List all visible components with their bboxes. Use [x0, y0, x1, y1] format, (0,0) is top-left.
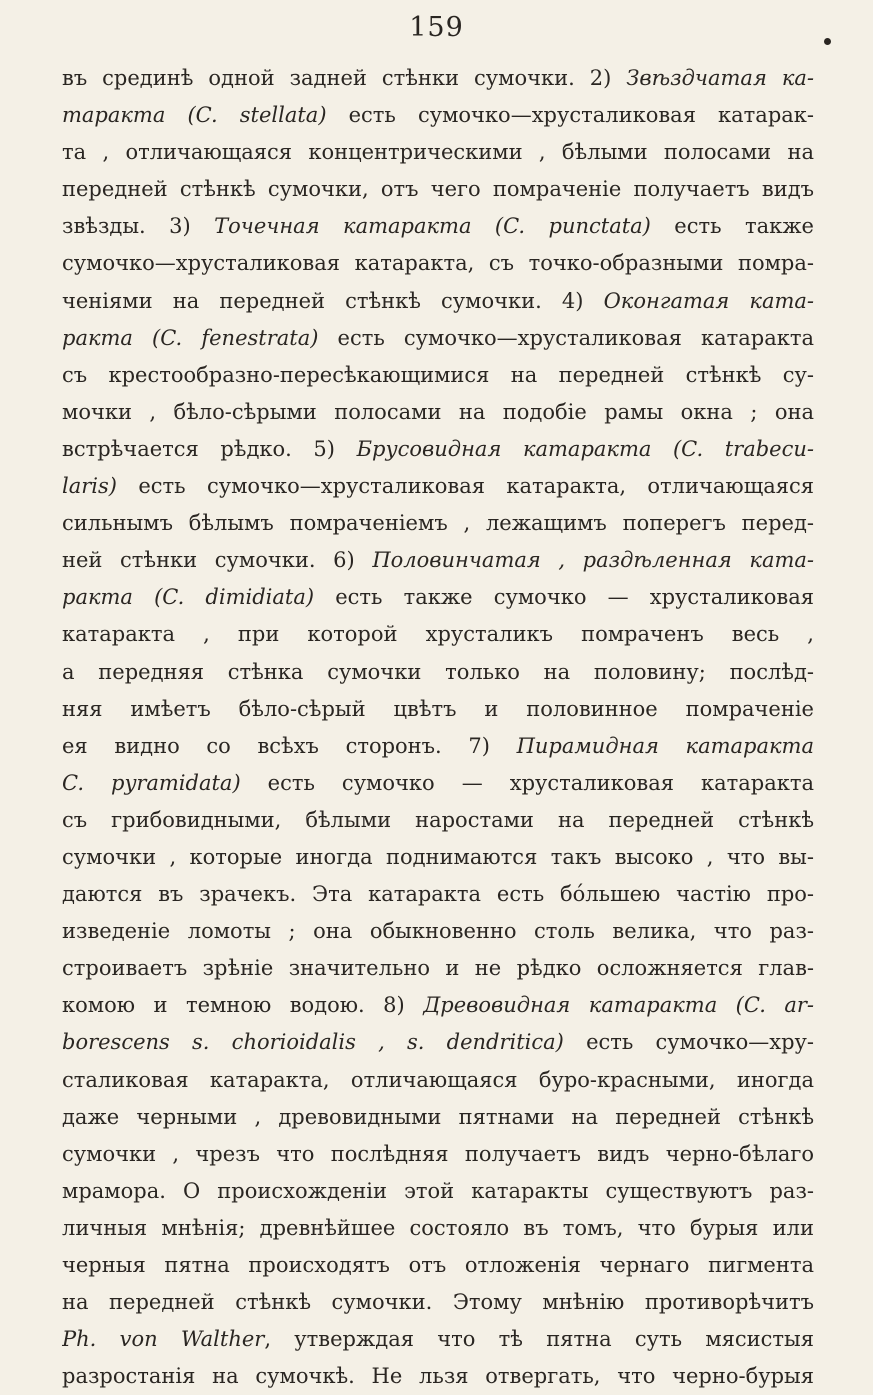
text-run: та , отличающаяся концентрическими , бѣлыми полосами на [62, 140, 814, 165]
text-run: , утверждая что тѣ пятна суть мясистыя [264, 1327, 814, 1352]
text-line [62, 394, 814, 431]
text-line [62, 97, 814, 134]
text-run: даются въ зрачекъ. Эта катаракта есть бо́льшею частію про- [62, 882, 814, 907]
text-run: передней стѣнкѣ сумочки, отъ чего помраченіе получаетъ видъ [62, 177, 814, 202]
text-run: ней стѣнки сумочки. 6) [62, 548, 373, 573]
text-run: мрамора. О происхожденіи этой катаракты существуютъ раз- [62, 1178, 814, 1203]
text-line [62, 579, 814, 616]
text-line [62, 654, 814, 691]
italic-term: Брусовидная катаракта (C. trabecu- [356, 436, 814, 461]
text-run: няя имѣетъ бѣло-сѣрый цвѣтъ и половинное помраченіе [62, 696, 814, 721]
text-line [62, 802, 814, 839]
text-line [62, 616, 814, 653]
text-run: комою и темною водою. 8) [62, 993, 424, 1018]
text-line [62, 505, 814, 542]
italic-term: borescens s. chorioidalis , s. dendritica) [62, 1030, 564, 1055]
text-run: сумочко—хрусталиковая катаракта, съ точко-образными помра- [62, 251, 814, 276]
text-line [62, 542, 814, 579]
text-line [62, 1099, 814, 1136]
text-line [62, 1321, 814, 1358]
text-run: сильнымъ бѣлымъ помраченіемъ , лежащимъ поперегъ перед- [62, 511, 814, 536]
text-line [62, 765, 814, 802]
italic-term: laris) [62, 474, 117, 499]
italic-term: ракта (C. dimidiata) [62, 585, 315, 610]
text-line [62, 1284, 814, 1321]
text-line [62, 1173, 814, 1210]
text-line [62, 357, 814, 394]
text-line [62, 1210, 814, 1247]
italic-term: таракта (C. stellata) [62, 103, 327, 128]
text-run: есть сумочко—хру- [563, 1030, 814, 1055]
text-line [62, 171, 814, 208]
italic-term: Пирамидная катаракта [516, 733, 814, 758]
ink-dot [824, 38, 831, 45]
text-line [62, 691, 814, 728]
text-run: есть сумочко — хрусталиковая катаракта [240, 770, 814, 795]
text-line [62, 283, 814, 320]
text-run: есть также [650, 214, 814, 239]
italic-term: C. pyramidata) [62, 770, 241, 795]
text-line [62, 431, 814, 468]
text-run: на передней стѣнкѣ сумочки. Этому мнѣнію противорѣчитъ [62, 1290, 814, 1315]
italic-term: Точечная катаракта (C. punctata) [214, 214, 651, 239]
text-line [62, 245, 814, 282]
italic-term: Ph. von Walther [62, 1327, 265, 1352]
text-line [62, 1358, 814, 1395]
text-line [62, 208, 814, 245]
text-run: мочки , бѣло-сѣрыми полосами на подобіе рамы окна ; она [62, 399, 814, 424]
text-run: ея видно со всѣхъ сторонъ. 7) [62, 733, 517, 758]
text-line [62, 134, 814, 171]
text-line [62, 839, 814, 876]
text-line [62, 1062, 814, 1099]
text-run: личныя мнѣнія; древнѣйшее состояло въ томъ, что бурыя или [62, 1215, 814, 1240]
text-run: звѣзды. 3) [62, 214, 215, 239]
text-run: изведеніе ломоты ; она обыкновенно столь велика, что раз- [62, 919, 814, 944]
text-run: сумочки , чрезъ что послѣдняя получаетъ видъ черно-бѣлаго [62, 1141, 814, 1166]
italic-term: Древовидная катаракта (C. ar- [423, 993, 814, 1018]
text-line [62, 950, 814, 987]
text-run: есть сумочко—хрусталиковая катаракта [318, 325, 814, 350]
text-run: есть сумочко—хрусталиковая катарак- [326, 103, 814, 128]
text-line [62, 468, 814, 505]
text-run: катаракта , при которой хрусталикъ помраченъ весь , [62, 622, 814, 647]
text-run: черныя пятна происходятъ отъ отложенія чернаго пигмента [62, 1253, 814, 1277]
text-run: сталиковая катаракта, отличающаяся буро-красными, иногда [62, 1067, 814, 1092]
text-run: строиваетъ зрѣніе значительно и не рѣдко осложняется глав- [62, 956, 814, 981]
text-line [62, 728, 814, 765]
text-line [62, 876, 814, 913]
text-run: есть также сумочко — хрусталиковая [314, 585, 814, 610]
text-line [62, 320, 814, 357]
text-line [62, 1024, 814, 1061]
text-run: съ грибовидными, бѣлыми наростами на передней стѣнкѣ [62, 807, 814, 832]
text-run: есть сумочко—хрусталиковая катаракта, отличающаяся [116, 474, 814, 499]
text-run: ченіями на передней стѣнкѣ сумочки. 4) [62, 288, 604, 313]
text-run: а передняя стѣнка сумочки только на половину; послѣд- [62, 659, 814, 684]
text-body [62, 60, 814, 1395]
text-line [62, 1247, 814, 1284]
text-line [62, 60, 814, 97]
text-line [62, 1136, 814, 1173]
text-run: въ срединѣ одной задней стѣнки сумочки. 2) [62, 66, 627, 90]
text-run: даже черными , древовидными пятнами на передней стѣнкѣ [62, 1104, 814, 1129]
italic-term: Звѣздчатая ка- [626, 66, 814, 90]
text-run: сумочки , которые иногда поднимаются такъ высоко , что вы- [62, 844, 814, 869]
italic-term: ракта (C. fenestrata) [62, 325, 319, 350]
italic-term: Оконгатая ката- [603, 288, 814, 313]
text-line [62, 913, 814, 950]
italic-term: Половинчатая , раздѣленная ката- [372, 548, 814, 573]
text-line [62, 987, 814, 1024]
text-run: встрѣчается рѣдко. 5) [62, 436, 357, 461]
page-number: 159 [409, 12, 464, 43]
text-run: разростанія на сумочкѣ. Не льзя отвергать, что черно-бурыя [62, 1364, 814, 1389]
text-run: съ крестообразно-пересѣкающимися на передней стѣнкѣ су- [62, 362, 814, 387]
